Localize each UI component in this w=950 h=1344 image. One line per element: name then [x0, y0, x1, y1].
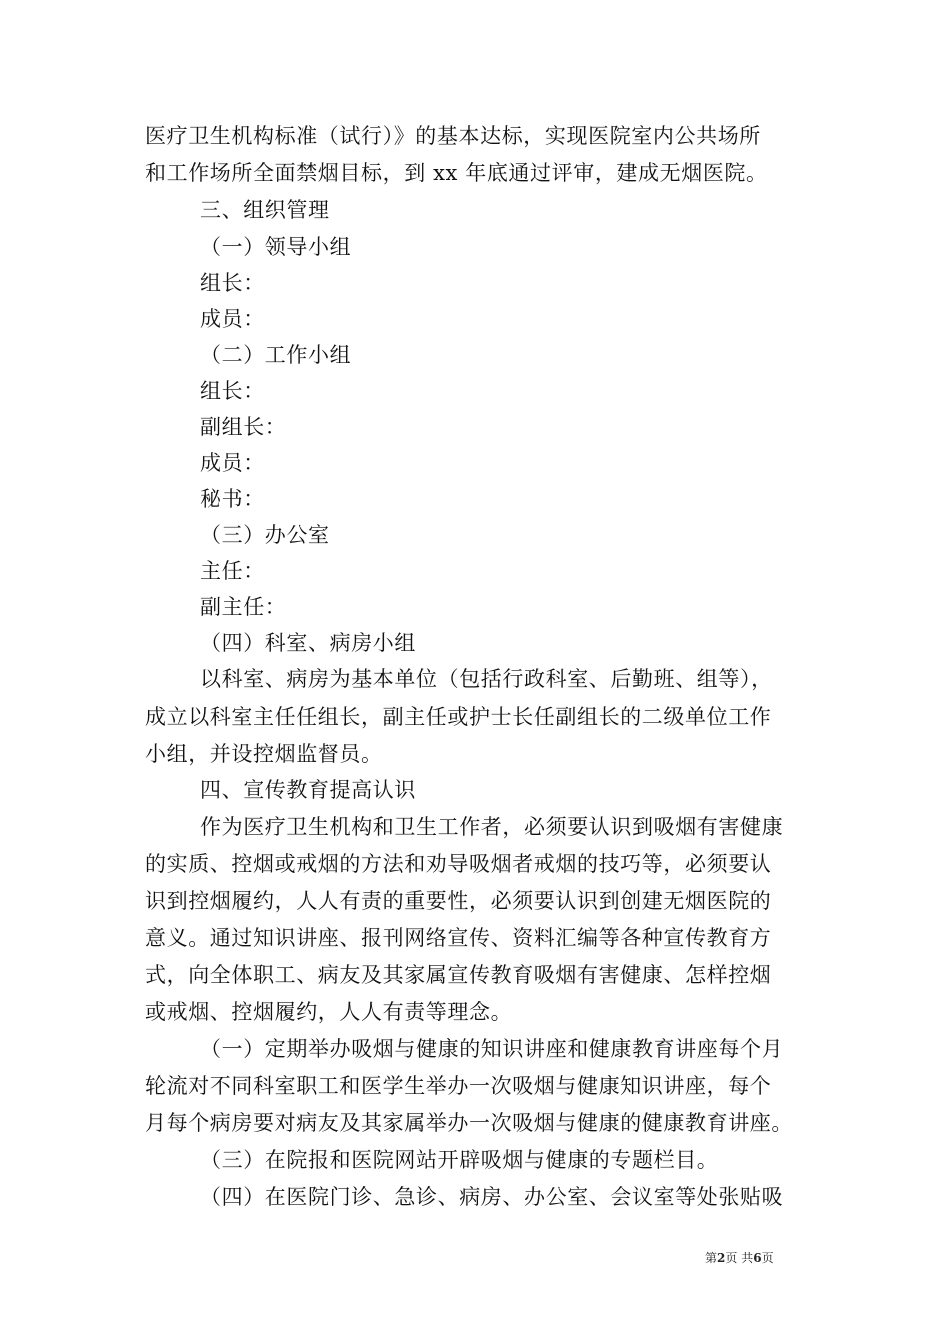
role-label: 副组长： — [200, 415, 287, 439]
paragraph-line: 和工作场所全面禁烟目标，到 xx 年底通过评审，建成无烟医院。 — [145, 161, 768, 185]
subsection-heading: （四）科室、病房小组 — [200, 631, 416, 655]
paragraph-line: 轮流对不同科室职工和医学生举办一次吸烟与健康知识讲座，每个 — [145, 1074, 772, 1098]
section-heading: 四、宣传教育提高认识 — [200, 778, 416, 802]
paragraph-line: 作为医疗卫生机构和卫生工作者，必须要认识到吸烟有害健康 — [200, 815, 784, 839]
paragraph-line: 的实质、控烟或戒烟的方法和劝导吸烟者戒烟的技巧等，必须要认 — [145, 852, 772, 876]
paragraph-line: 式，向全体职工、病友及其家属宣传教育吸烟有害健康、怎样控烟 — [145, 963, 772, 987]
role-label: 秘书： — [200, 487, 265, 511]
paragraph-line: 或戒烟、控烟履约，人人有责等理念。 — [145, 1000, 513, 1024]
role-label: 副主任： — [200, 595, 287, 619]
role-label: 组长： — [200, 379, 265, 403]
subsection-heading: （一）领导小组 — [200, 235, 352, 259]
paragraph-line: （四）在医院门诊、急诊、病房、办公室、会议室等处张贴吸 — [200, 1185, 784, 1209]
footer-middle: 页 共 — [725, 1251, 754, 1265]
paragraph-line: 月每个病房要对病友及其家属举办一次吸烟与健康的健康教育讲座。 — [145, 1111, 793, 1135]
paragraph-line: （三）在院报和医院网站开辟吸烟与健康的专题栏目。 — [200, 1148, 719, 1172]
role-label: 成员： — [200, 307, 265, 331]
subsection-heading: （二）工作小组 — [200, 343, 352, 367]
role-label: 成员： — [200, 451, 265, 475]
paragraph-line: 以科室、病房为基本单位（包括行政科室、后勤班、组等）， — [200, 667, 773, 691]
paragraph-line: 医疗卫生机构标准（试行）》的基本达标，实现医院室内公共场所 — [145, 124, 761, 148]
paragraph-line: （一）定期举办吸烟与健康的知识讲座和健康教育讲座每个月 — [200, 1037, 784, 1061]
current-page-number: 2 — [717, 1251, 726, 1265]
section-heading: 三、组织管理 — [200, 198, 330, 222]
footer-suffix: 页 — [761, 1251, 774, 1265]
total-page-count: 6 — [753, 1251, 762, 1265]
paragraph-line: 识到控烟履约，人人有责的重要性，必须要认识到创建无烟医院的 — [145, 889, 772, 913]
footer-prefix: 第 — [705, 1251, 718, 1265]
role-label: 组长： — [200, 271, 265, 295]
role-label: 主任： — [200, 559, 265, 583]
paragraph-line: 小组，并设控烟监督员。 — [145, 742, 383, 766]
subsection-heading: （三）办公室 — [200, 523, 330, 547]
paragraph-line: 成立以科室主任任组长，副主任或护士长任副组长的二级单位工作 — [145, 705, 772, 729]
page-number-footer — [705, 1250, 774, 1266]
paragraph-line: 意义。通过知识讲座、报刊网络宣传、资料汇编等各种宣传教育方 — [145, 926, 772, 950]
